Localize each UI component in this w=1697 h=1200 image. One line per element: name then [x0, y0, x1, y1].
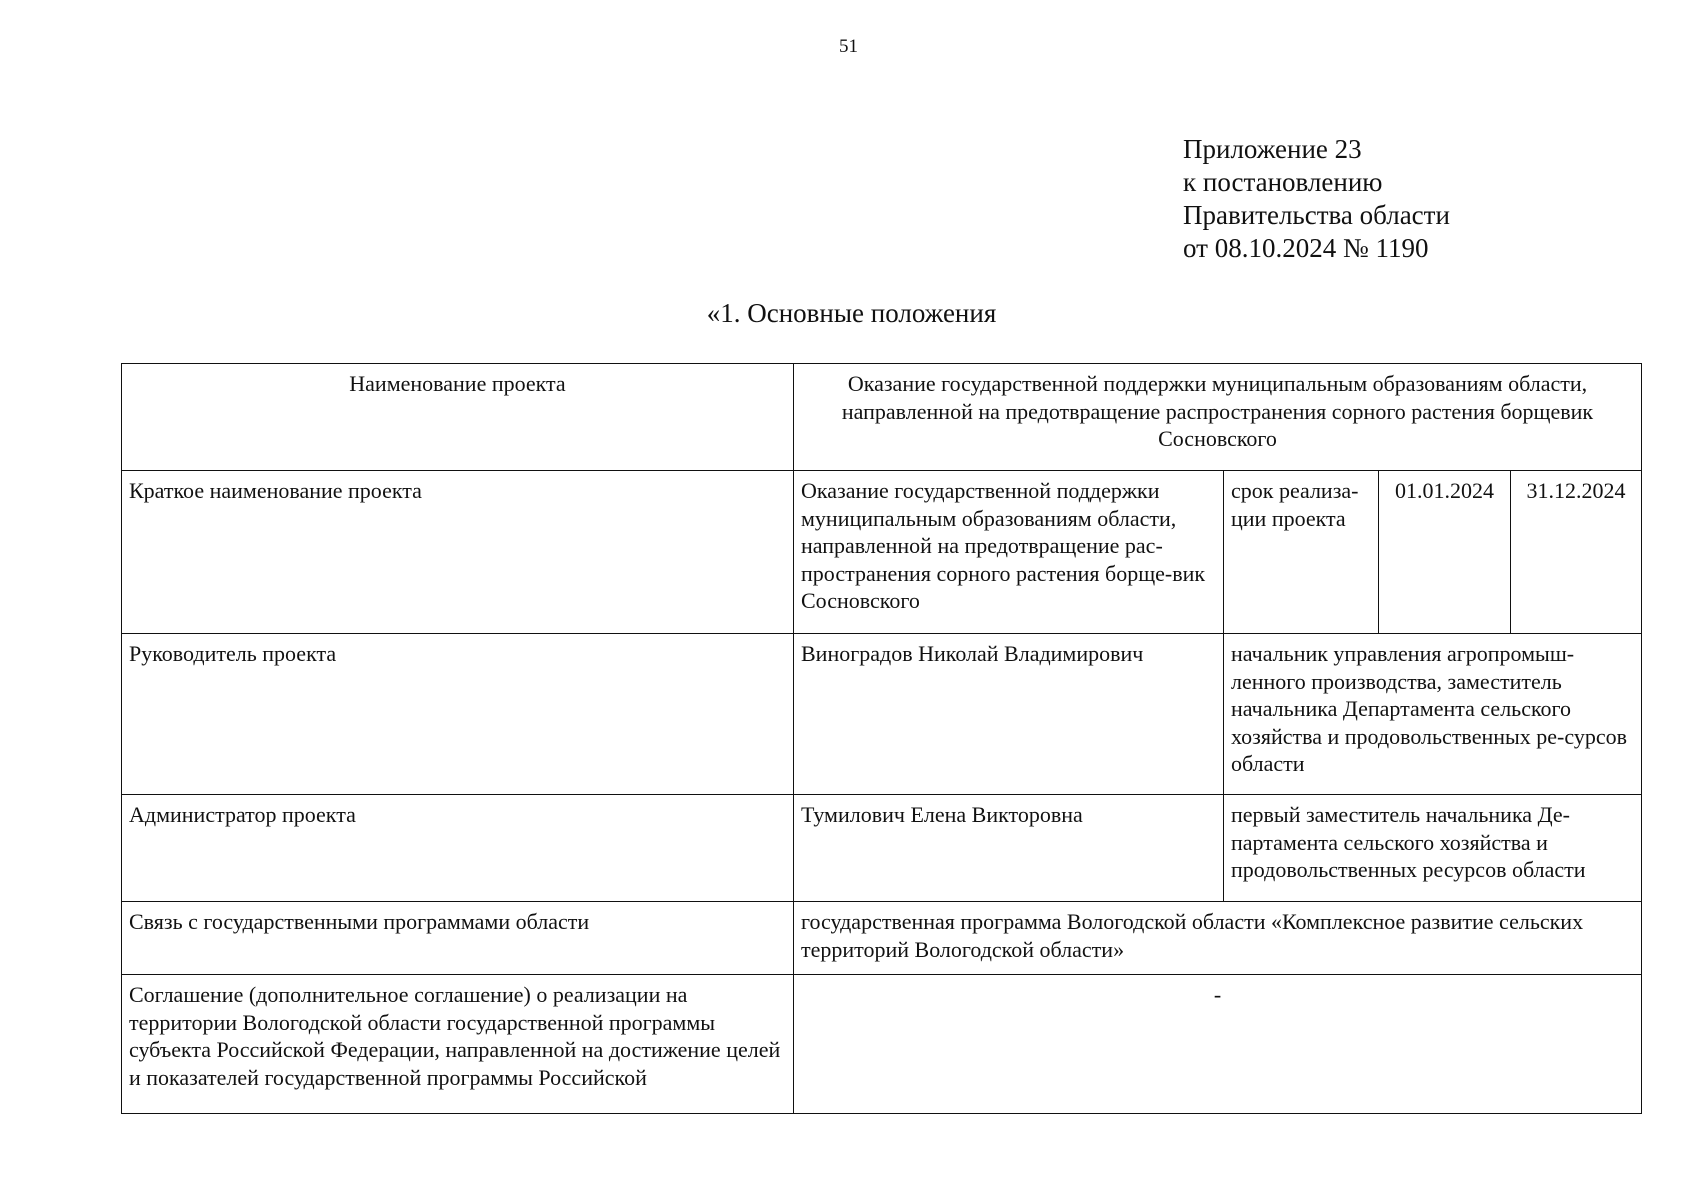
administrator-name: Тумилович Елена Викторовна [794, 795, 1224, 902]
short-name-value: Оказание государственной поддержки муниципальным образованиям области, направленной на предотвращение рас-пространения сорного растения борще-вик Сосновского [794, 471, 1224, 634]
agreement-value: - [794, 975, 1642, 1114]
project-name-label: Наименование проекта [122, 364, 794, 471]
appendix-line: Правительства области [1183, 200, 1450, 230]
page-number: 51 [839, 36, 858, 57]
table-row-leader [122, 634, 1642, 795]
leader-label: Руководитель проекта [122, 634, 794, 795]
administrator-label: Администратор проекта [122, 795, 794, 902]
project-name-value: Оказание государственной поддержки муниципальным образованиям области, направленной на предотвращение распространения сорного растения борщевик Сосновского [794, 364, 1642, 471]
project-table [121, 363, 1642, 1114]
appendix-line: Приложение 23 [1183, 134, 1362, 164]
table-row-administrator [122, 795, 1642, 902]
appendix-line: от 08.10.2024 № 1190 [1183, 233, 1429, 263]
table-row-agreement [122, 975, 1642, 1114]
programs-link-label: Связь с государственными программами области [122, 902, 794, 975]
start-date: 01.01.2024 [1379, 471, 1511, 634]
term-label: срок реализа-ции проекта [1224, 471, 1379, 634]
leader-position: начальник управления агропромыш-ленного производства, заместитель начальника Департамента сельского хозяйства и продовольственных ре-сурсов области [1224, 634, 1642, 795]
leader-name: Виноградов Николай Владимирович [794, 634, 1224, 795]
administrator-position: первый заместитель начальника Де-партамента сельского хозяйства и продовольственных ресурсов области [1224, 795, 1642, 902]
short-name-label: Краткое наименование проекта [122, 471, 794, 634]
appendix-block [1183, 133, 1450, 265]
table-row-short-name [122, 471, 1642, 634]
table-row-programs-link [122, 902, 1642, 975]
section-title: «1. Основные положения [706, 298, 997, 328]
end-date: 31.12.2024 [1511, 471, 1642, 634]
table-row-project-name [122, 364, 1642, 471]
programs-link-value: государственная программа Вологодской области «Комплексное развитие сельских территорий Вологодской области» [794, 902, 1642, 975]
appendix-line: к постановлению [1183, 167, 1383, 197]
agreement-label: Соглашение (дополнительное соглашение) о реализации на территории Вологодской области государственной программы субъекта Российской Федерации, направленной на достижение целей и показателей государственной программы Российской [122, 975, 794, 1114]
